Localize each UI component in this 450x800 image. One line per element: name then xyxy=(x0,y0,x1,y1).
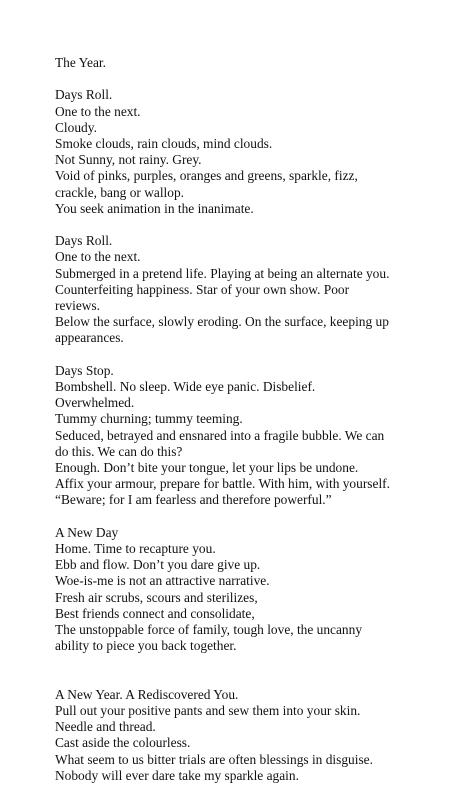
poem-line: reviews. xyxy=(55,298,100,314)
poem-line: You seek animation in the inanimate. xyxy=(55,200,254,216)
poem-title: The Year. xyxy=(55,55,106,70)
poem-line: Best friends connect and consolidate, xyxy=(55,605,255,621)
poem-line: Fresh air scrubs, scours and sterilizes, xyxy=(55,589,258,605)
poem-line: do this. We can do this? xyxy=(55,443,183,459)
poem-line: What seem to us bitter trials are often blessings in disguise. xyxy=(55,751,373,767)
stanza-5 xyxy=(55,687,445,784)
poem-line: ability to piece you back together. xyxy=(55,638,237,654)
poem-line: Days Roll. xyxy=(55,87,113,103)
poem-line: Seduced, betrayed and ensnared into a fragile bubble. We can xyxy=(55,427,385,443)
stanza-2 xyxy=(55,233,445,346)
poem-line: Smoke clouds, rain clouds, mind clouds. xyxy=(55,136,273,151)
poem-line: Overwhelmed. xyxy=(55,395,135,411)
poem-line: Below the surface, slowly eroding. On the surface, keeping up xyxy=(55,314,389,330)
poem-line: Tummy churning; tummy teeming. xyxy=(55,411,243,427)
poem-line: Enough. Don’t bite your tongue, let your lips be undone. xyxy=(55,460,359,476)
poem-line: Needle and thread. xyxy=(55,719,156,735)
poem-line: Cast aside the colourless. xyxy=(55,735,191,751)
poem-line: Affix your armour, prepare for battle. With him, with yourself. xyxy=(55,476,390,492)
poem-line: Counterfeiting happiness. Star of your own show. Poor xyxy=(55,281,350,297)
poem-line: A New Day xyxy=(55,524,119,540)
stanza-3 xyxy=(55,363,445,509)
poem-line: Ebb and flow. Don’t you dare give up. xyxy=(55,557,261,573)
poem-line: appearances. xyxy=(55,330,124,346)
poem-line: Days Roll. xyxy=(55,233,113,249)
poem-line: One to the next. xyxy=(55,103,141,119)
poem-line: One to the next. xyxy=(55,249,141,265)
poem-line: Days Stop. xyxy=(55,362,114,378)
poem-line: Pull out your positive pants and sew them into your skin. xyxy=(55,703,361,719)
poem-line: Woe-is-me is not an attractive narrative. xyxy=(55,573,270,589)
stanza-4 xyxy=(55,525,445,655)
poem-line: A New Year. A Rediscovered You. xyxy=(55,686,239,702)
stanza-container xyxy=(55,87,445,784)
poem-line: Cloudy. xyxy=(55,119,97,135)
poem-line: “Beware; for I am fearless and therefore powerful.” xyxy=(55,492,332,508)
poem-line: Bombshell. No sleep. Wide eye panic. Disbelief. xyxy=(55,379,316,395)
poem-line: Nobody will ever dare take my sparkle again. xyxy=(55,767,299,783)
poem-line: Not Sunny, not rainy. Grey. xyxy=(55,152,202,168)
poem-document xyxy=(55,55,445,800)
poem-line: Submerged in a pretend life. Playing at being an alternate you. xyxy=(55,265,390,281)
poem-line: crackle, bang or wallop. xyxy=(55,184,185,200)
poem-line: Home. Time to recapture you. xyxy=(55,541,216,557)
poem-line: The unstoppable force of family, tough love, the uncanny xyxy=(55,622,363,638)
stanza-1 xyxy=(55,87,445,217)
poem-line: Void of pinks, purples, oranges and greens, sparkle, fizz, xyxy=(55,168,358,184)
